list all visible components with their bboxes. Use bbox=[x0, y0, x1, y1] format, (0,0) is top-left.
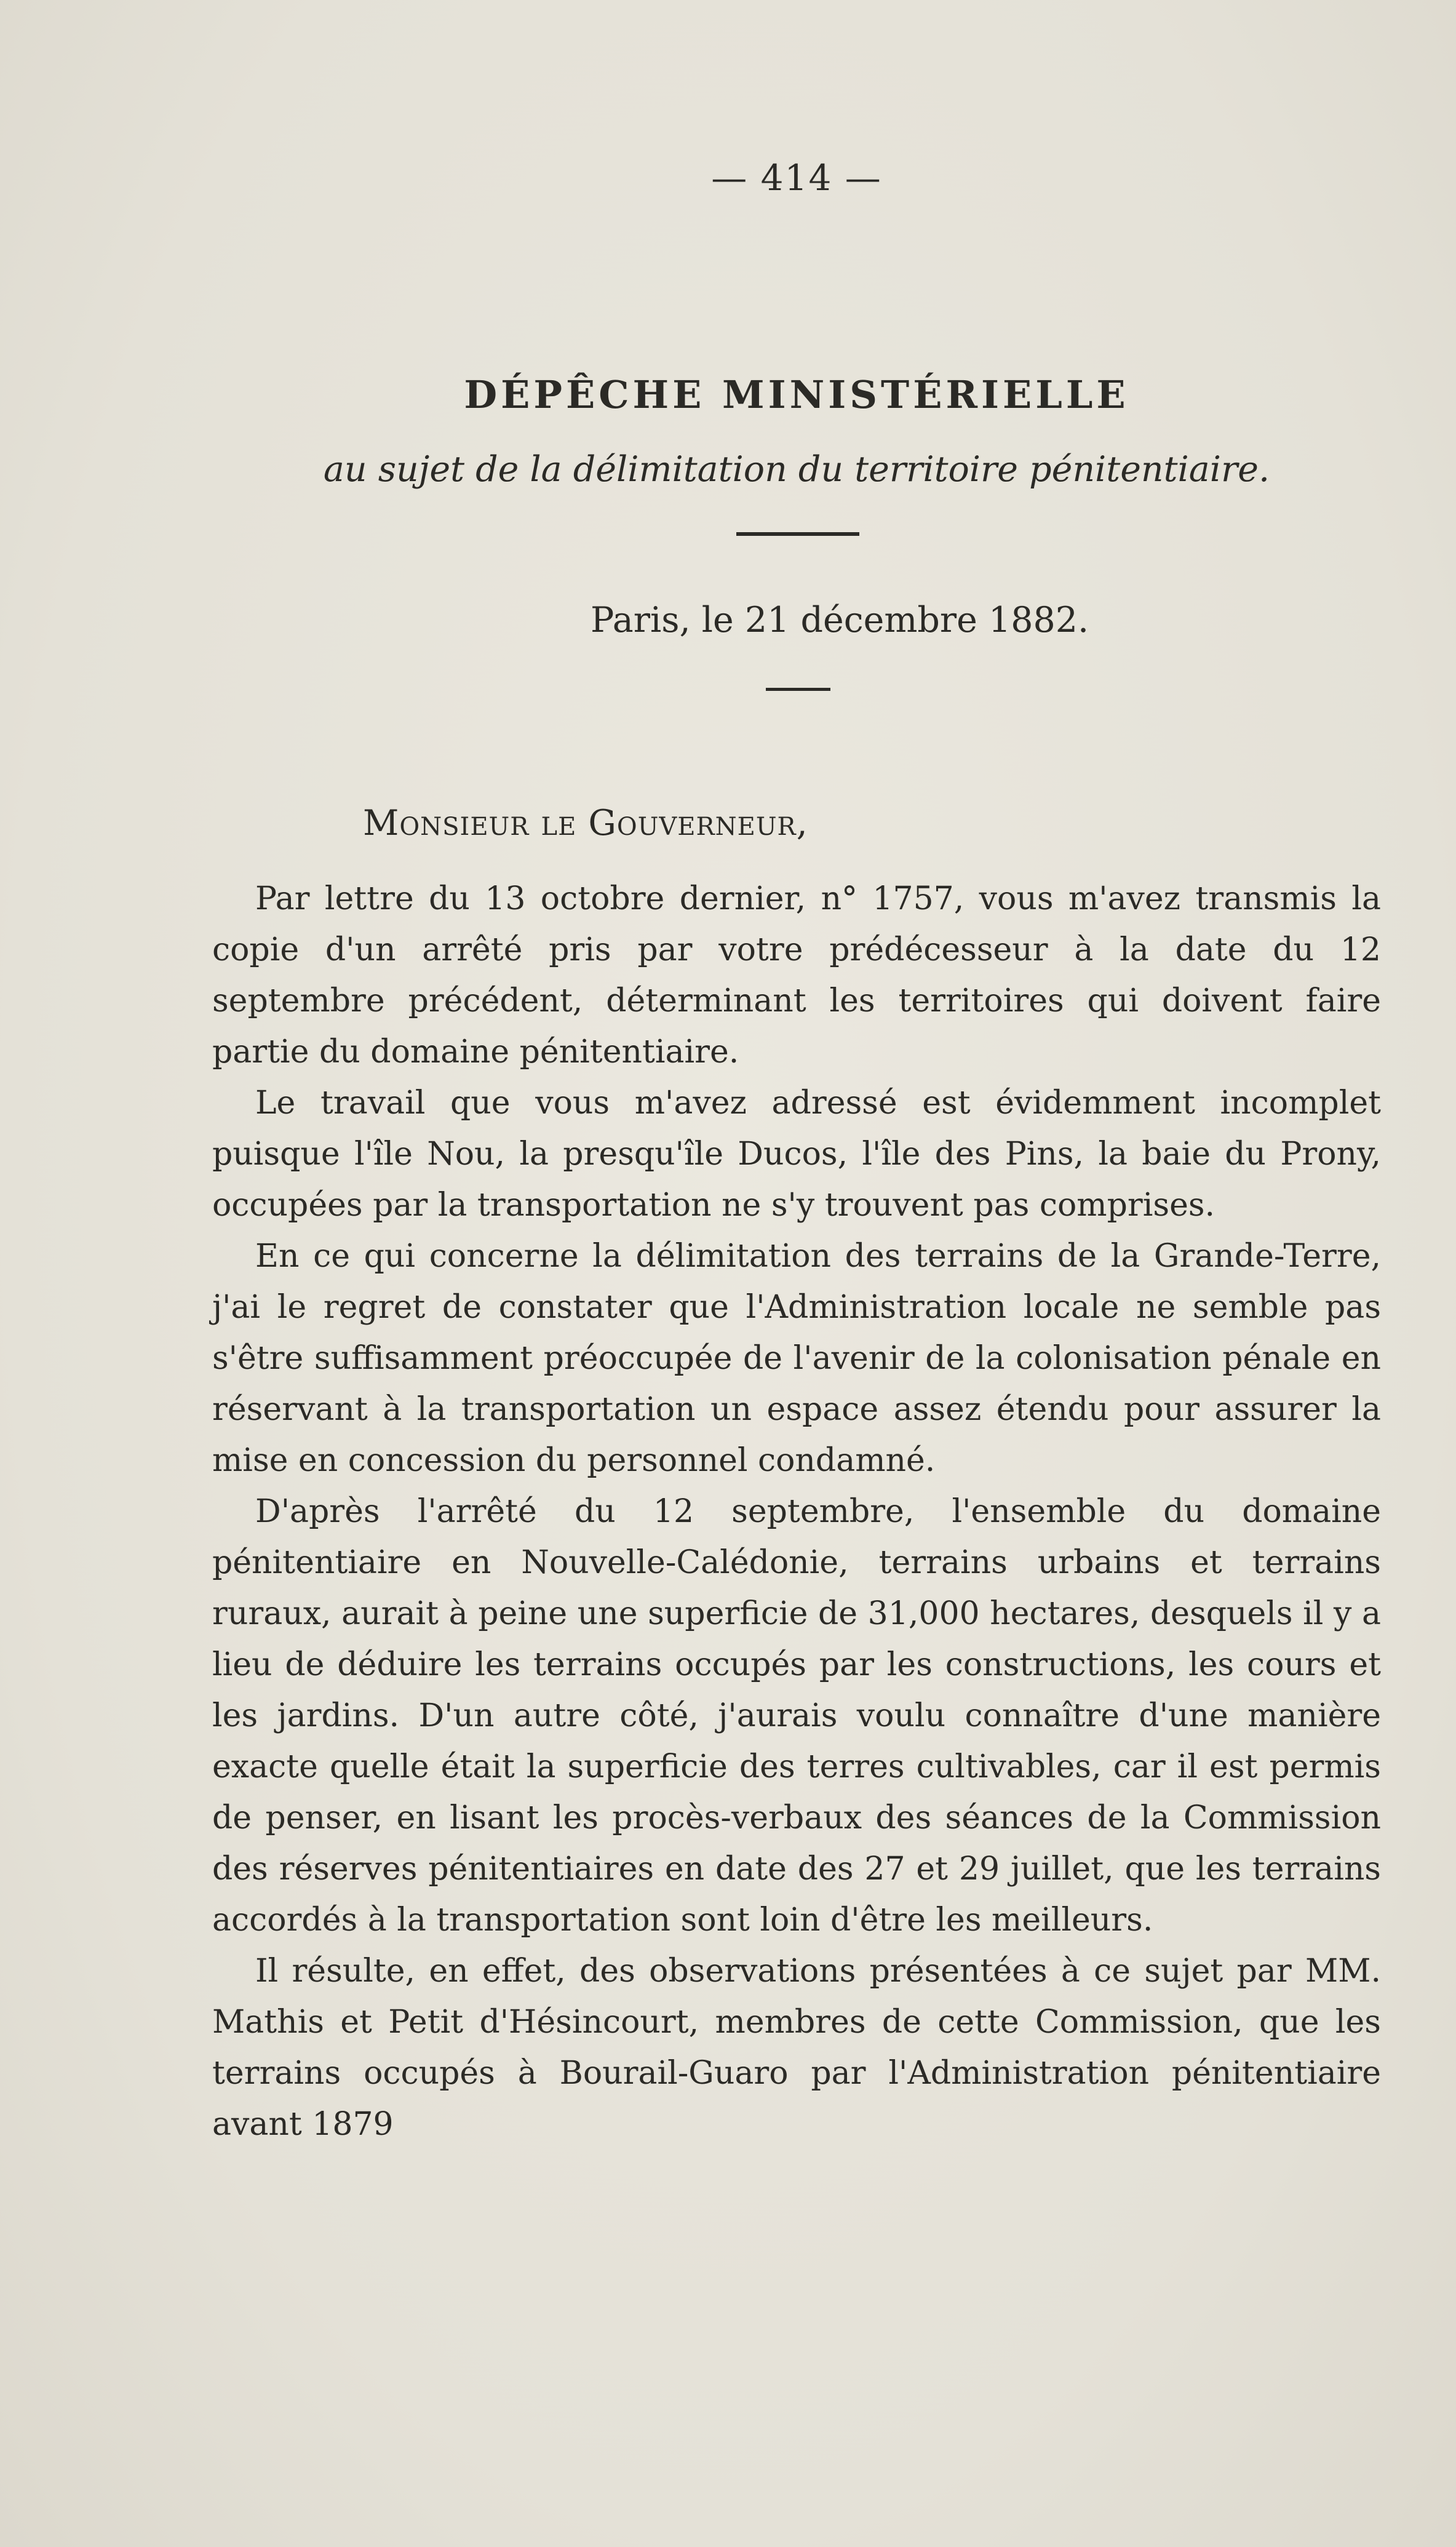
paragraph: D'après l'arrêté du 12 septembre, l'ensemble du domaine pénitentiaire en Nouvelle-Calédonie, terrains urbains et terrains ruraux, aurait à peine une superficie de 31,000 hectares, desquels il y a lieu de déduire les terrains occupés par les constructions, les cours et les jardins. D'un autre côté, j'aurais voulu connaître d'une manière exacte quelle était la superficie des terres cultivables, car il est permis de penser, en lisant les procès-verbaux des séances de la Commission des réserves pénitentiaires en date des 27 et 29 juillet, que les terrains accordés à la transportation sont loin d'être les meilleurs. bbox=[212, 1493, 1381, 1939]
letter-body bbox=[212, 874, 1381, 2150]
salutation: Monsieur le Gouverneur, bbox=[363, 803, 808, 843]
document-subheading: au sujet de la délimitation du territoire pénitentiaire. bbox=[323, 449, 1270, 490]
paragraph: Par lettre du 13 octobre dernier, n° 1757, vous m'avez transmis la copie d'un arrêté pris par votre prédécesseur à la date du 12 septembre précédent, déterminant les territoires qui doivent faire partie du domaine pénitentiaire. bbox=[212, 880, 1381, 1070]
heading-divider bbox=[736, 532, 859, 536]
paragraph: En ce qui concerne la délimitation des terrains de la Grande-Terre, j'ai le regret de constater que l'Administration locale ne semble pas s'être suffisamment préoccupée de l'avenir de la colonisation pénale en réservant à la transportation un espace assez étendu pour assurer la mise en concession du personnel condamné. bbox=[212, 1238, 1381, 1479]
paragraph: Il résulte, en effet, des observations présentées à ce sujet par MM. Mathis et Petit d'Hésincourt, membres de cette Commission, que les terrains occupés à Bourail-Guaro par l'Administration pénitentiaire avant 1879 bbox=[212, 1953, 1381, 2143]
paragraph: Le travail que vous m'avez adressé est évidemment incomplet puisque l'île Nou, la presqu'île Ducos, l'île des Pins, la baie du Prony, occupées par la transportation ne s'y trouvent pas comprises. bbox=[212, 1085, 1381, 1224]
dateline: Paris, le 21 décembre 1882. bbox=[591, 600, 1089, 640]
dateline-divider bbox=[766, 688, 830, 691]
page-number: — 414 — bbox=[711, 157, 882, 199]
document-heading: DÉPÊCHE MINISTÉRIELLE bbox=[464, 372, 1129, 417]
